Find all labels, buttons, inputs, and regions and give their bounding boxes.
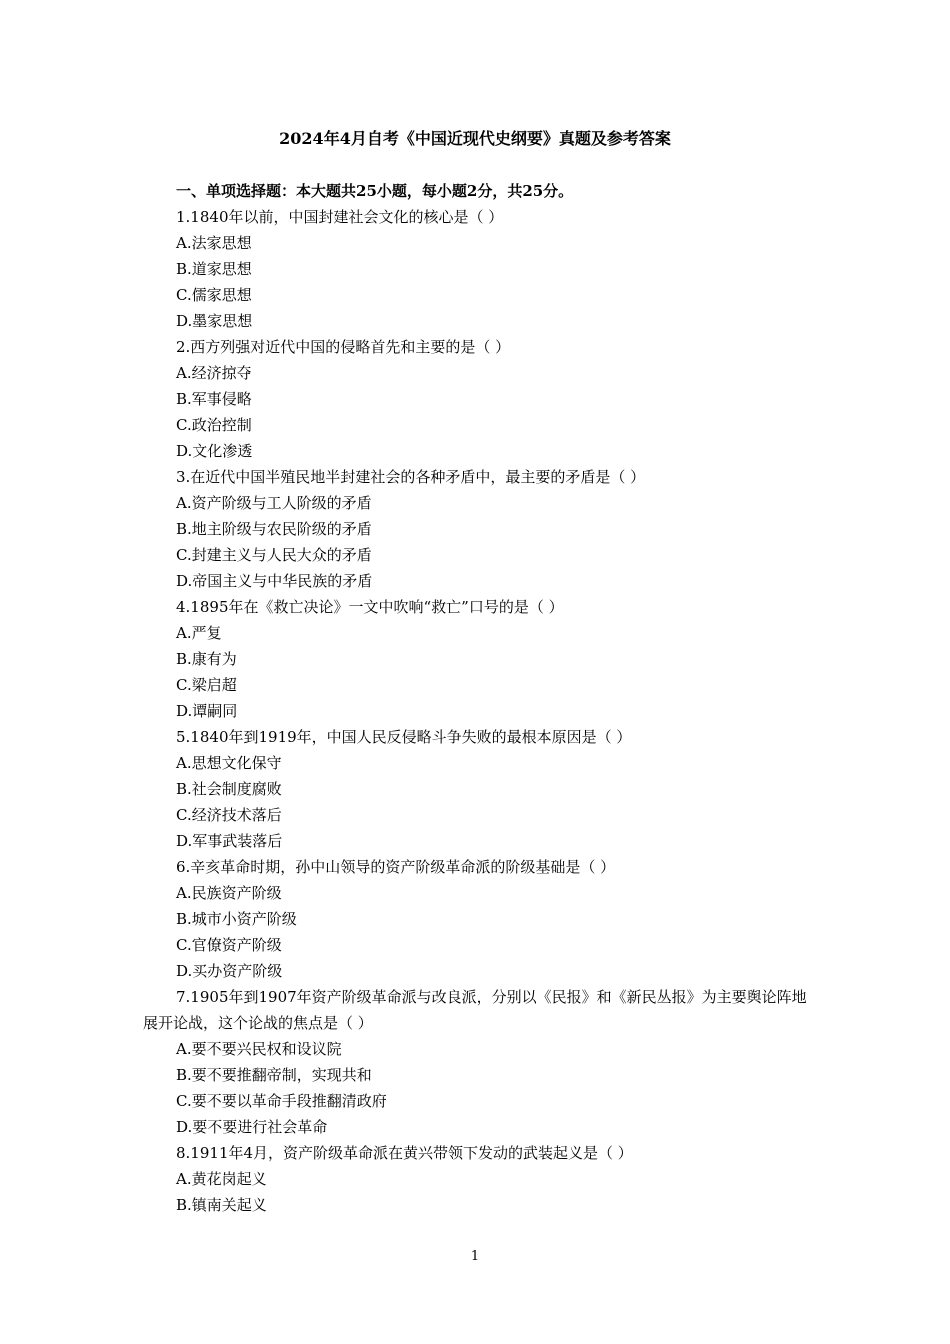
question-4 bbox=[143, 594, 811, 724]
question-7 bbox=[143, 984, 811, 1140]
question-text: 5.1840年到1919年，中国人民反侵略斗争失败的最根本原因是（ ） bbox=[176, 728, 632, 746]
option-c: C.梁启超 bbox=[176, 676, 237, 694]
option-b: B.军事侵略 bbox=[176, 390, 252, 408]
option-b: B.道家思想 bbox=[176, 260, 252, 278]
option-b: B.地主阶级与农民阶级的矛盾 bbox=[176, 520, 372, 538]
option-c: C.经济技术落后 bbox=[176, 806, 282, 824]
page-number: 1 bbox=[470, 1249, 480, 1264]
question-text: 7.1905年到1907年资产阶级革命派与改良派，分别以《民报》和《新民丛报》为主要舆论阵地展开论战，这个论战的焦点是（ ） bbox=[143, 988, 807, 1032]
option-d: D.帝国主义与中华民族的矛盾 bbox=[176, 572, 373, 590]
question-6 bbox=[143, 854, 811, 984]
question-8 bbox=[143, 1140, 811, 1218]
option-d: D.墨家思想 bbox=[176, 312, 253, 330]
option-a: A.黄花岗起义 bbox=[176, 1170, 267, 1188]
section-heading: 一、单项选择题：本大题共25小题，每小题2分，共25分。 bbox=[176, 182, 574, 200]
question-text: 1.1840年以前，中国封建社会文化的核心是（ ） bbox=[176, 208, 504, 226]
option-b: B.社会制度腐败 bbox=[176, 780, 282, 798]
option-d: D.要不要进行社会革命 bbox=[176, 1118, 328, 1136]
option-c: C.要不要以革命手段推翻清政府 bbox=[176, 1092, 387, 1110]
document-body bbox=[143, 178, 811, 1218]
question-1 bbox=[143, 204, 811, 334]
document-title: 2024年4月自考《中国近现代史纲要》真题及参考答案 bbox=[279, 129, 671, 148]
question-text: 2.西方列强对近代中国的侵略首先和主要的是（ ） bbox=[176, 338, 511, 356]
option-a: A.民族资产阶级 bbox=[176, 884, 282, 902]
option-a: A.思想文化保守 bbox=[176, 754, 282, 772]
option-a: A.资产阶级与工人阶级的矛盾 bbox=[176, 494, 372, 512]
option-b: B.康有为 bbox=[176, 650, 237, 668]
option-a: A.法家思想 bbox=[176, 234, 252, 252]
question-text: 3.在近代中国半殖民地半封建社会的各种矛盾中，最主要的矛盾是（ ） bbox=[176, 468, 646, 486]
option-d: D.军事武装落后 bbox=[176, 832, 283, 850]
question-text: 4.1895年在《救亡决论》一文中吹响“救亡”口号的是（ ） bbox=[176, 598, 564, 616]
option-c: C.政治控制 bbox=[176, 416, 252, 434]
option-b: B.要不要推翻帝制，实现共和 bbox=[176, 1066, 372, 1084]
option-a: A.严复 bbox=[176, 624, 222, 642]
option-c: C.封建主义与人民大众的矛盾 bbox=[176, 546, 372, 564]
option-b: B.镇南关起义 bbox=[176, 1196, 267, 1214]
option-a: A.要不要兴民权和设议院 bbox=[176, 1040, 342, 1058]
option-d: D.文化渗透 bbox=[176, 442, 253, 460]
option-d: D.谭嗣同 bbox=[176, 702, 238, 720]
option-c: C.官僚资产阶级 bbox=[176, 936, 282, 954]
question-5 bbox=[143, 724, 811, 854]
option-d: D.买办资产阶级 bbox=[176, 962, 283, 980]
option-c: C.儒家思想 bbox=[176, 286, 252, 304]
question-3 bbox=[143, 464, 811, 594]
question-text: 6.辛亥革命时期，孙中山领导的资产阶级革命派的阶级基础是（ ） bbox=[176, 858, 616, 876]
option-a: A.经济掠夺 bbox=[176, 364, 252, 382]
question-text: 8.1911年4月，资产阶级革命派在黄兴带领下发动的武装起义是（ ） bbox=[176, 1144, 633, 1162]
option-b: B.城市小资产阶级 bbox=[176, 910, 297, 928]
question-2 bbox=[143, 334, 811, 464]
